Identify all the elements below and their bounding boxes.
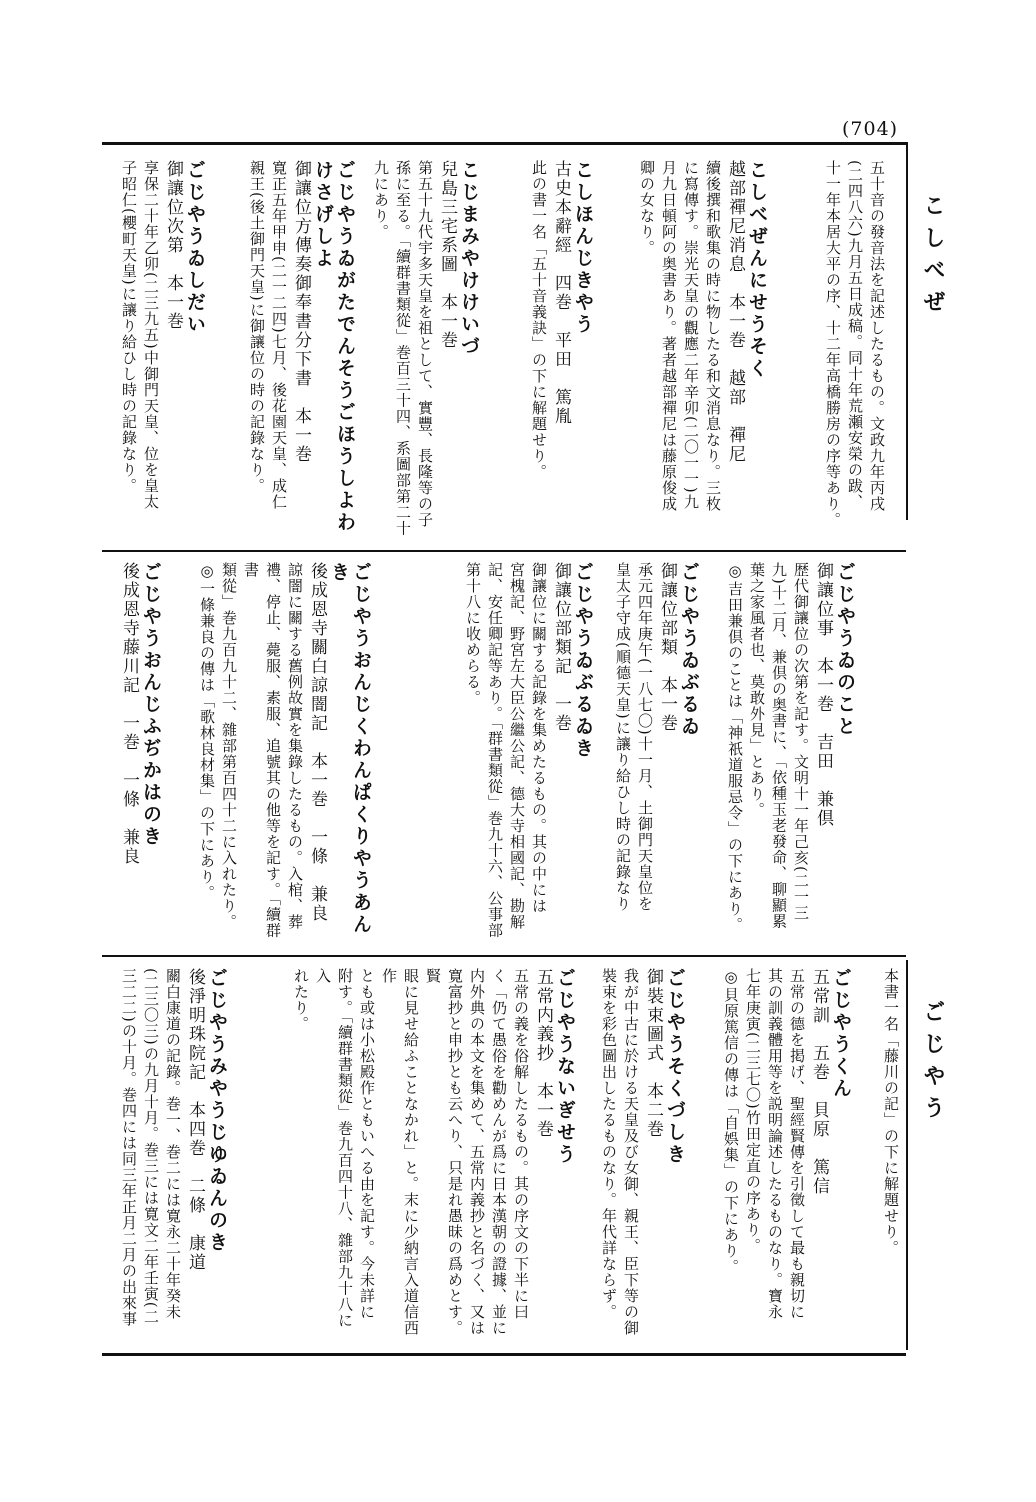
body-line: ◎貝原篤信の傳は「自娯集」の下にあり。 [722,968,740,1275]
body-line: ◎一條兼良の傳は「歌林良材集」の下にあり。 [198,562,216,901]
body-line: 月九日頓阿の奥書あり。著者越部禪尼は藤原俊成 [660,160,678,512]
entry-title: 五常訓 五巻 貝原 篤信 [809,968,829,1196]
header-rule-bottom [906,960,908,1350]
body-line: れたり。 [292,968,310,1032]
body-line: 三二二)の十月。巻四には同三年正月二月の出來事 [120,968,138,1327]
body-line: 記、安任卿記等あり。「群書類從」巻九十六、公事部 [486,562,504,939]
entry-block [246,160,356,540]
body-line: 本書一名「藤川の記」の下に解題せり。 [882,968,900,1256]
body-line: 附す。「續群書類從」巻九百四十八、雜部九十八に入 [314,968,354,1329]
running-header-top: こしべぜ [920,194,946,322]
entry-reading: ごじやうゐのこと [834,562,856,738]
body-line: 眼に見せ給ふことなかれ」と。末に少納言入道信西作 [380,968,420,1336]
body-line: 葉之家風者也、莫敢外見」とあり。 [748,562,766,818]
body-line: 五常の義を俗解したるもの。其の序文の下半に曰 [512,968,530,1320]
body-line: 享保二十年乙卯(二三九五)中御門天皇、位を皇太 [142,160,160,510]
body-line: く「仍て愚俗を勸めんが爲に日本漢朝の證據、並に [490,968,508,1336]
entry-block [636,160,768,540]
entry-title: 御裝束圖式 本二巻 [643,968,663,1139]
section-divider-upper [102,550,906,552]
entry-reading: ごじやうゐぶるゐき [572,562,594,760]
entry-title: 古史本辭經 四巻 平田 篤胤 [551,160,571,426]
entry-block [118,160,206,540]
body-line: 關白康道の記錄。巻一、巻二には寛永二十年癸未 [164,968,182,1320]
entry-title: 後成恩寺藤川記 一巻 一條 兼良 [119,562,139,866]
section-divider-lower [102,955,906,957]
entry-reading: こしほんじきやう [572,160,594,336]
body-line: 親王(後土御門天皇)に御讓位の時の記錄なり。 [248,160,266,494]
body-line: 子昭仁(櫻町天皇)に讓り給ひし時の記錄なり。 [120,160,138,494]
body-line: 第五十九代宇多天皇を祖として、實豐、長隆等の子 [416,160,434,528]
entry-reading: ごじやうそくづしき [664,968,686,1166]
entry-block [822,160,888,540]
body-line: 第十八に收めらる。 [464,562,482,706]
body-line: 我が中古に於ける天皇及び女御、親王、臣下等の御 [622,968,640,1336]
body-line: 七年庚寅(二三七〇)竹田定直の序あり。 [744,968,762,1254]
body-line: 卿の女なり。 [638,160,656,256]
entry-block [370,160,480,540]
entry-block [880,968,902,1340]
entry-reading: ごじやうゐぶるゐ [678,562,700,738]
body-line: 十一年本居大平の序、十二年高橋勝房の序等あり。 [824,160,842,528]
body-line: 續後撰和歌集の時に物したる和文消息なり。三枚 [704,160,722,512]
body-line: ◎吉田兼倶のことは「神祇道服忌令」の下にあり。 [726,562,744,933]
entry-reading: ごじやうゐしだい [184,160,206,336]
body-line: 宮槐記、野宮左大臣公繼公記、德大寺相國記、勘解 [508,562,526,930]
body-line: 禮、停止、薨服、素服、追號其の他等を記す。「續群書 [242,562,282,939]
entry-block [528,160,594,540]
body-line: 寛富抄と申抄とも云へり、只是れ愚昧の爲めとす。賢 [424,968,464,1336]
entry-title: 兒島三宅系圖 本一巻 [437,160,457,350]
entry-title: 御讓位事 本一巻 吉田 兼倶 [813,562,833,828]
entry-title: 御讓位部類 本一巻 [657,562,677,733]
entry-block [724,562,856,947]
body-line: 皇太子守成(順德天皇)に讓り給ひし時の記錄なり [614,562,632,912]
body-line: 九にあり。 [372,160,390,240]
body-line: に寫傳す。崇光天皇の觀應二年辛卯(二〇一一)九 [682,160,700,510]
entry-title: 後成恩寺關白諒闇記 本一巻 一條 兼良 [307,562,327,923]
header-rule-top [906,142,908,520]
entry-block [720,968,852,1340]
entry-reading: ごじやうおんじふぢかはのき [140,562,162,848]
body-line: 五十音の發音法を記述したるもの。文政九年丙戌 [868,160,886,512]
entry-block [290,968,576,1340]
body-line: 承元四年庚午(一八七〇)十一月、土御門天皇位を [636,562,654,912]
page-number: (704) [842,118,899,140]
entry-title: 後淨明珠院記 本四巻 二條 康道 [185,968,205,1272]
body-line: 九)十二月、兼倶の奥書に、「依種玉老發命、聊顯累 [770,562,788,930]
entry-title: 御讓位部類記 一巻 [551,562,571,733]
entry-reading: ごじやうおんじくわんぱくりやうあんき [328,562,372,936]
entry-title: 五常内義抄 本一巻 [533,968,553,1139]
entry-block [598,968,686,1340]
entry-reading: ごじやうみやうじゆゐんのき [206,968,228,1254]
body-line: 裝束を彩色圖出したるものなり。年代詳ならず。 [600,968,618,1320]
body-line: 歴代御讓位の次第を記す。文明十一年己亥(二一三 [792,562,810,921]
entry-reading: こじまみやけけいづ [458,160,480,358]
entry-block [462,562,594,947]
entry-title: 御讓位方傳奏御奉書分下書 本一巻 [291,160,311,464]
body-line: 寛正五年甲申(二一二四)七月、後花園天皇、成仁 [270,160,288,510]
body-line: 類從」巻九百九十二、雜部第百四十二に入れたり。 [220,562,238,930]
body-line: 孫に至る。「續群書類從」巻百三十四、系圖部第二十 [394,160,412,537]
entry-block [118,562,162,947]
body-line: 内外典の本文を集めて、五常内義抄と名づく、又は [468,968,486,1336]
entry-block [196,562,372,947]
body-line: (二四八六)九月五日成稿。同十年荒瀬安榮の跋、 [846,160,864,510]
body-line: 諒闇に關する舊例故實を集錄したるもの。入棺、葬 [286,562,304,930]
entry-reading: ごじやうゐがたでんそうごほうしよわけさげしよ [312,160,356,534]
entry-block [118,968,228,1340]
running-header-bottom: ごじやう [920,1000,946,1128]
body-line: 其の訓義體用等を説明論述したるものなり。寶永 [766,968,784,1320]
entry-title: 越部禪尼消息 本一巻 越部 禪尼 [725,160,745,464]
body-line: とも或は小松殿作ともいへる由を記す。今未詳に [358,968,376,1320]
body-line: 御讓位に關する記錄を集めたるもの。其の中には [530,562,548,914]
entry-reading: ごじやうないぎせう [554,968,576,1166]
entry-title: 御讓位次第 本一巻 [163,160,183,331]
entry-reading: こしべぜんにせうそく [746,160,768,380]
entry-reading: ごじやうくん [830,968,852,1100]
body-line: (二三〇三)の九月十月。巻三には寛文二年壬寅(二 [142,968,160,1325]
body-line: 此の書一名「五十音義訣」の下に解題せり。 [530,160,548,480]
entry-block [612,562,700,947]
body-line: 五常の德を掲げ、聖經賢傳を引徵して最も親切に [788,968,806,1320]
